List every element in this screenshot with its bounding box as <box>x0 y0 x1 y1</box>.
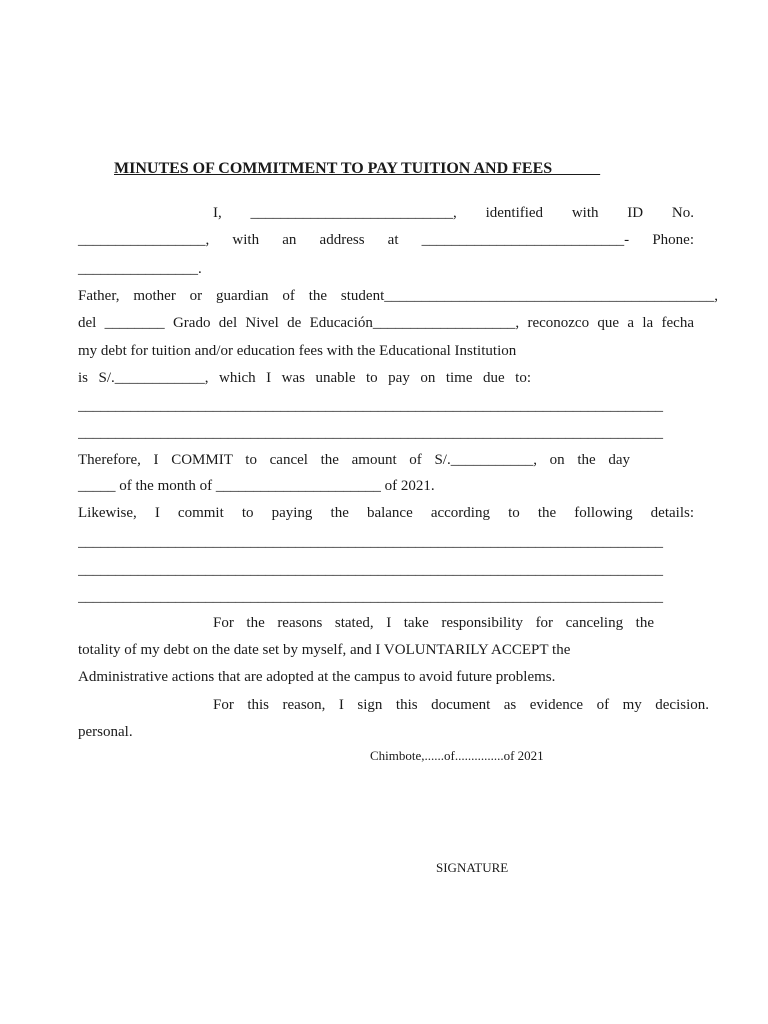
body-line-address: _________________, with an address at ___________________________- Phone: <box>78 232 694 248</box>
body-line-commitment: Therefore, I COMMIT to cancel the amount of S/.___________, on the day <box>78 452 630 468</box>
body-line-grade: del ________ Grado del Nivel de Educación___________________, reconozco que a la fecha <box>78 315 694 331</box>
body-line-identity: I, ___________________________, identified with ID No. <box>213 205 694 221</box>
blank-line-details-1: ______________________________________________________________________________ <box>78 534 663 550</box>
body-line-debt: my debt for tuition and/or education fees with the Educational Institution <box>78 343 517 359</box>
body-line-reasons: For the reasons stated, I take responsibility for canceling the <box>213 615 654 631</box>
blank-line-reason-1: ______________________________________________________________________________ <box>78 398 663 414</box>
body-line-month: _____ of the month of ______________________ of 2021. <box>78 478 435 494</box>
body-line-personal: personal. <box>78 724 133 740</box>
body-line-guardian: Father, mother or guardian of the student____________________________________________, <box>78 288 718 304</box>
body-line-administrative: Administrative actions that are adopted at the campus to avoid future problems. <box>78 669 556 685</box>
body-line-phone: ________________. <box>78 261 202 277</box>
place-date: Chimbote,......of...............of 2021 <box>370 748 544 763</box>
document-title: MINUTES OF COMMITMENT TO PAY TUITION AND FEES <box>114 160 601 177</box>
body-line-totality: totality of my debt on the date set by myself, and I VOLUNTARILY ACCEPT the <box>78 642 571 658</box>
blank-line-details-2: ______________________________________________________________________________ <box>78 562 663 578</box>
blank-line-reason-2: ______________________________________________________________________________ <box>78 425 663 441</box>
signature-label: SIGNATURE <box>436 860 509 875</box>
body-line-amount-owed: is S/.____________, which I was unable to pay on time due to: <box>78 370 531 386</box>
blank-line-details-3: ______________________________________________________________________________ <box>78 589 663 605</box>
body-line-balance: Likewise, I commit to paying the balance according to the following details: <box>78 505 694 521</box>
body-line-sign-reason: For this reason, I sign this document as evidence of my decision. <box>213 697 709 713</box>
